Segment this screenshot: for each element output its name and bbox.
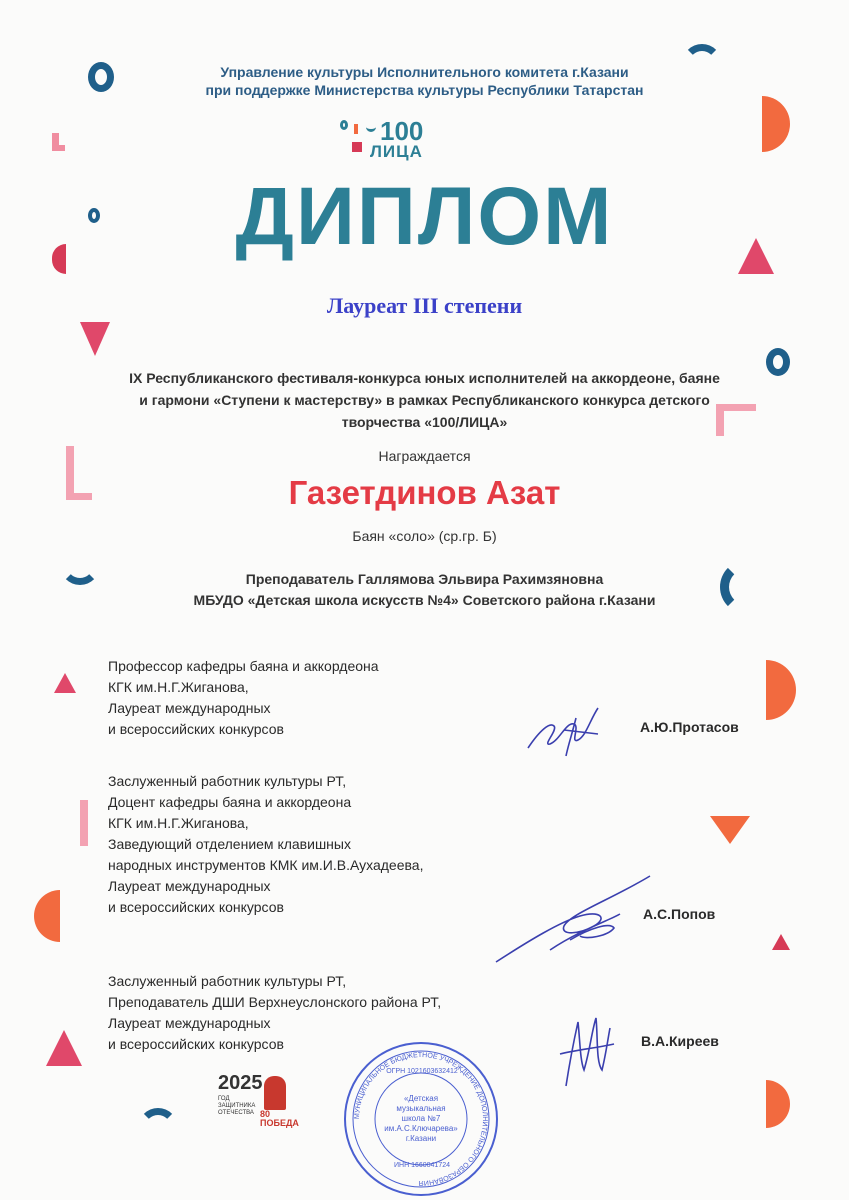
stamp-center-line: музыкальная [396,1104,446,1113]
decor-triangle-icon [772,934,790,950]
school-stamp [342,1040,500,1198]
nomination: Баян «соло» (ср.гр. Б) [352,528,497,544]
jury-2-line: КГК им.Н.Г.Жиганова, [108,815,249,831]
emblem-year: 2025 [218,1072,263,1094]
jury-2-line: народных инструментов КМК им.И.В.Аухадеева, [108,857,424,873]
jury-1-line: и всероссийских конкурсов [108,721,284,737]
stamp-center-line: школа №7 [401,1114,441,1123]
festival-line-1: IX Республиканского фестиваля-конкурса юных исполнителей на аккордеоне, баяне [129,370,720,386]
decor-half-circle-icon [34,890,60,942]
jury-2-line: Заслуженный работник культуры РТ, [108,773,347,789]
teacher-line-1: Преподаватель Галлямова Эльвира Рахимзяновна [245,571,604,587]
emblem-badge: 80 ПОБЕДА [260,1109,299,1128]
jury-2-line: Лауреат международных [108,878,271,894]
jury-3-line: Преподаватель ДШИ Верхнеуслонского района РТ, [108,994,442,1010]
signature-2-icon [490,870,660,970]
logo-number: 100 [380,116,424,146]
signature-1-icon [520,700,610,760]
signature-3-icon [556,1010,616,1090]
festival-line-2: и гармони «Ступени к мастерству» в рамках Республиканского конкурса детского [139,392,710,408]
jury-2-name: А.С.Попов [643,906,716,922]
stamp-center-line: им.А.С.Ключарева» [384,1124,458,1133]
decor-arc-icon [138,1108,178,1148]
jury-1-line: Лауреат международных [108,700,271,716]
jury-1-line: КГК им.Н.Г.Жиганова, [108,679,249,695]
decor-bar-icon [80,800,88,846]
year-emblem [218,1072,298,1142]
laureate-degree: Лауреат III степени [326,293,523,318]
teacher-line-2: МБУДО «Детская школа искусств №4» Советского района г.Казани [193,592,656,608]
jury-2-credentials [108,771,423,918]
jury-3-line: Заслуженный работник культуры РТ, [108,973,347,989]
diploma-title: ДИПЛОМ [235,171,614,262]
organizer-line-2: при поддержке Министерства культуры Республики Татарстан [205,82,644,98]
decor-triangle-down-icon [710,816,750,846]
jury-2-line: Заведующий отделением клавишных [108,836,351,852]
jury-1-credentials [108,656,379,740]
decor-triangle-down-icon [80,322,110,358]
decor-triangle-icon [54,673,76,693]
stamp-ogrn: ОГРН 1021603632412 [386,1068,458,1075]
jury-3-line: и всероссийских конкурсов [108,1036,284,1052]
stamp-center-line: «Детская [403,1094,439,1103]
logo-word: ЛИЦА [370,142,423,161]
festival-logo [338,114,458,164]
stamp-ring-text: МУНИЦИПАЛЬНОЕ БЮДЖЕТНОЕ УЧРЕЖДЕНИЕ ДОПОЛНИТЕЛЬНОГО ОБРАЗОВАНИЯ [353,1051,489,1187]
emblem-caption: ГОД ЗАЩИТНИКА ОТЕЧЕСТВА [218,1096,256,1116]
jury-1-name: А.Ю.Протасов [640,719,739,735]
jury-2-line: Доцент кафедры баяна и аккордеона [108,794,352,810]
decor-triangle-icon [46,1030,82,1066]
decor-l-shape-icon [52,133,65,151]
decor-half-circle-icon [762,96,790,152]
jury-3-line: Лауреат международных [108,1015,271,1031]
decor-half-circle-icon [766,660,796,720]
jury-3-name: В.А.Киреев [641,1033,719,1049]
decor-half-circle-icon [766,1080,790,1128]
emblem-statue-icon [264,1076,286,1110]
festival-line-3: творчества «100/ЛИЦА» [341,414,508,430]
jury-1-line: Профессор кафедры баяна и аккордеона [108,658,379,674]
jury-2-line: и всероссийских конкурсов [108,899,284,915]
recipient-name: Газетдинов Азат [288,474,561,511]
awarded-label: Награждается [378,448,471,464]
organizer-line-1: Управление культуры Исполнительного комитета г.Казани [220,64,629,80]
stamp-inn: ИНН 1660041724 [393,1162,451,1169]
stamp-center-line: г.Казани [405,1134,437,1143]
